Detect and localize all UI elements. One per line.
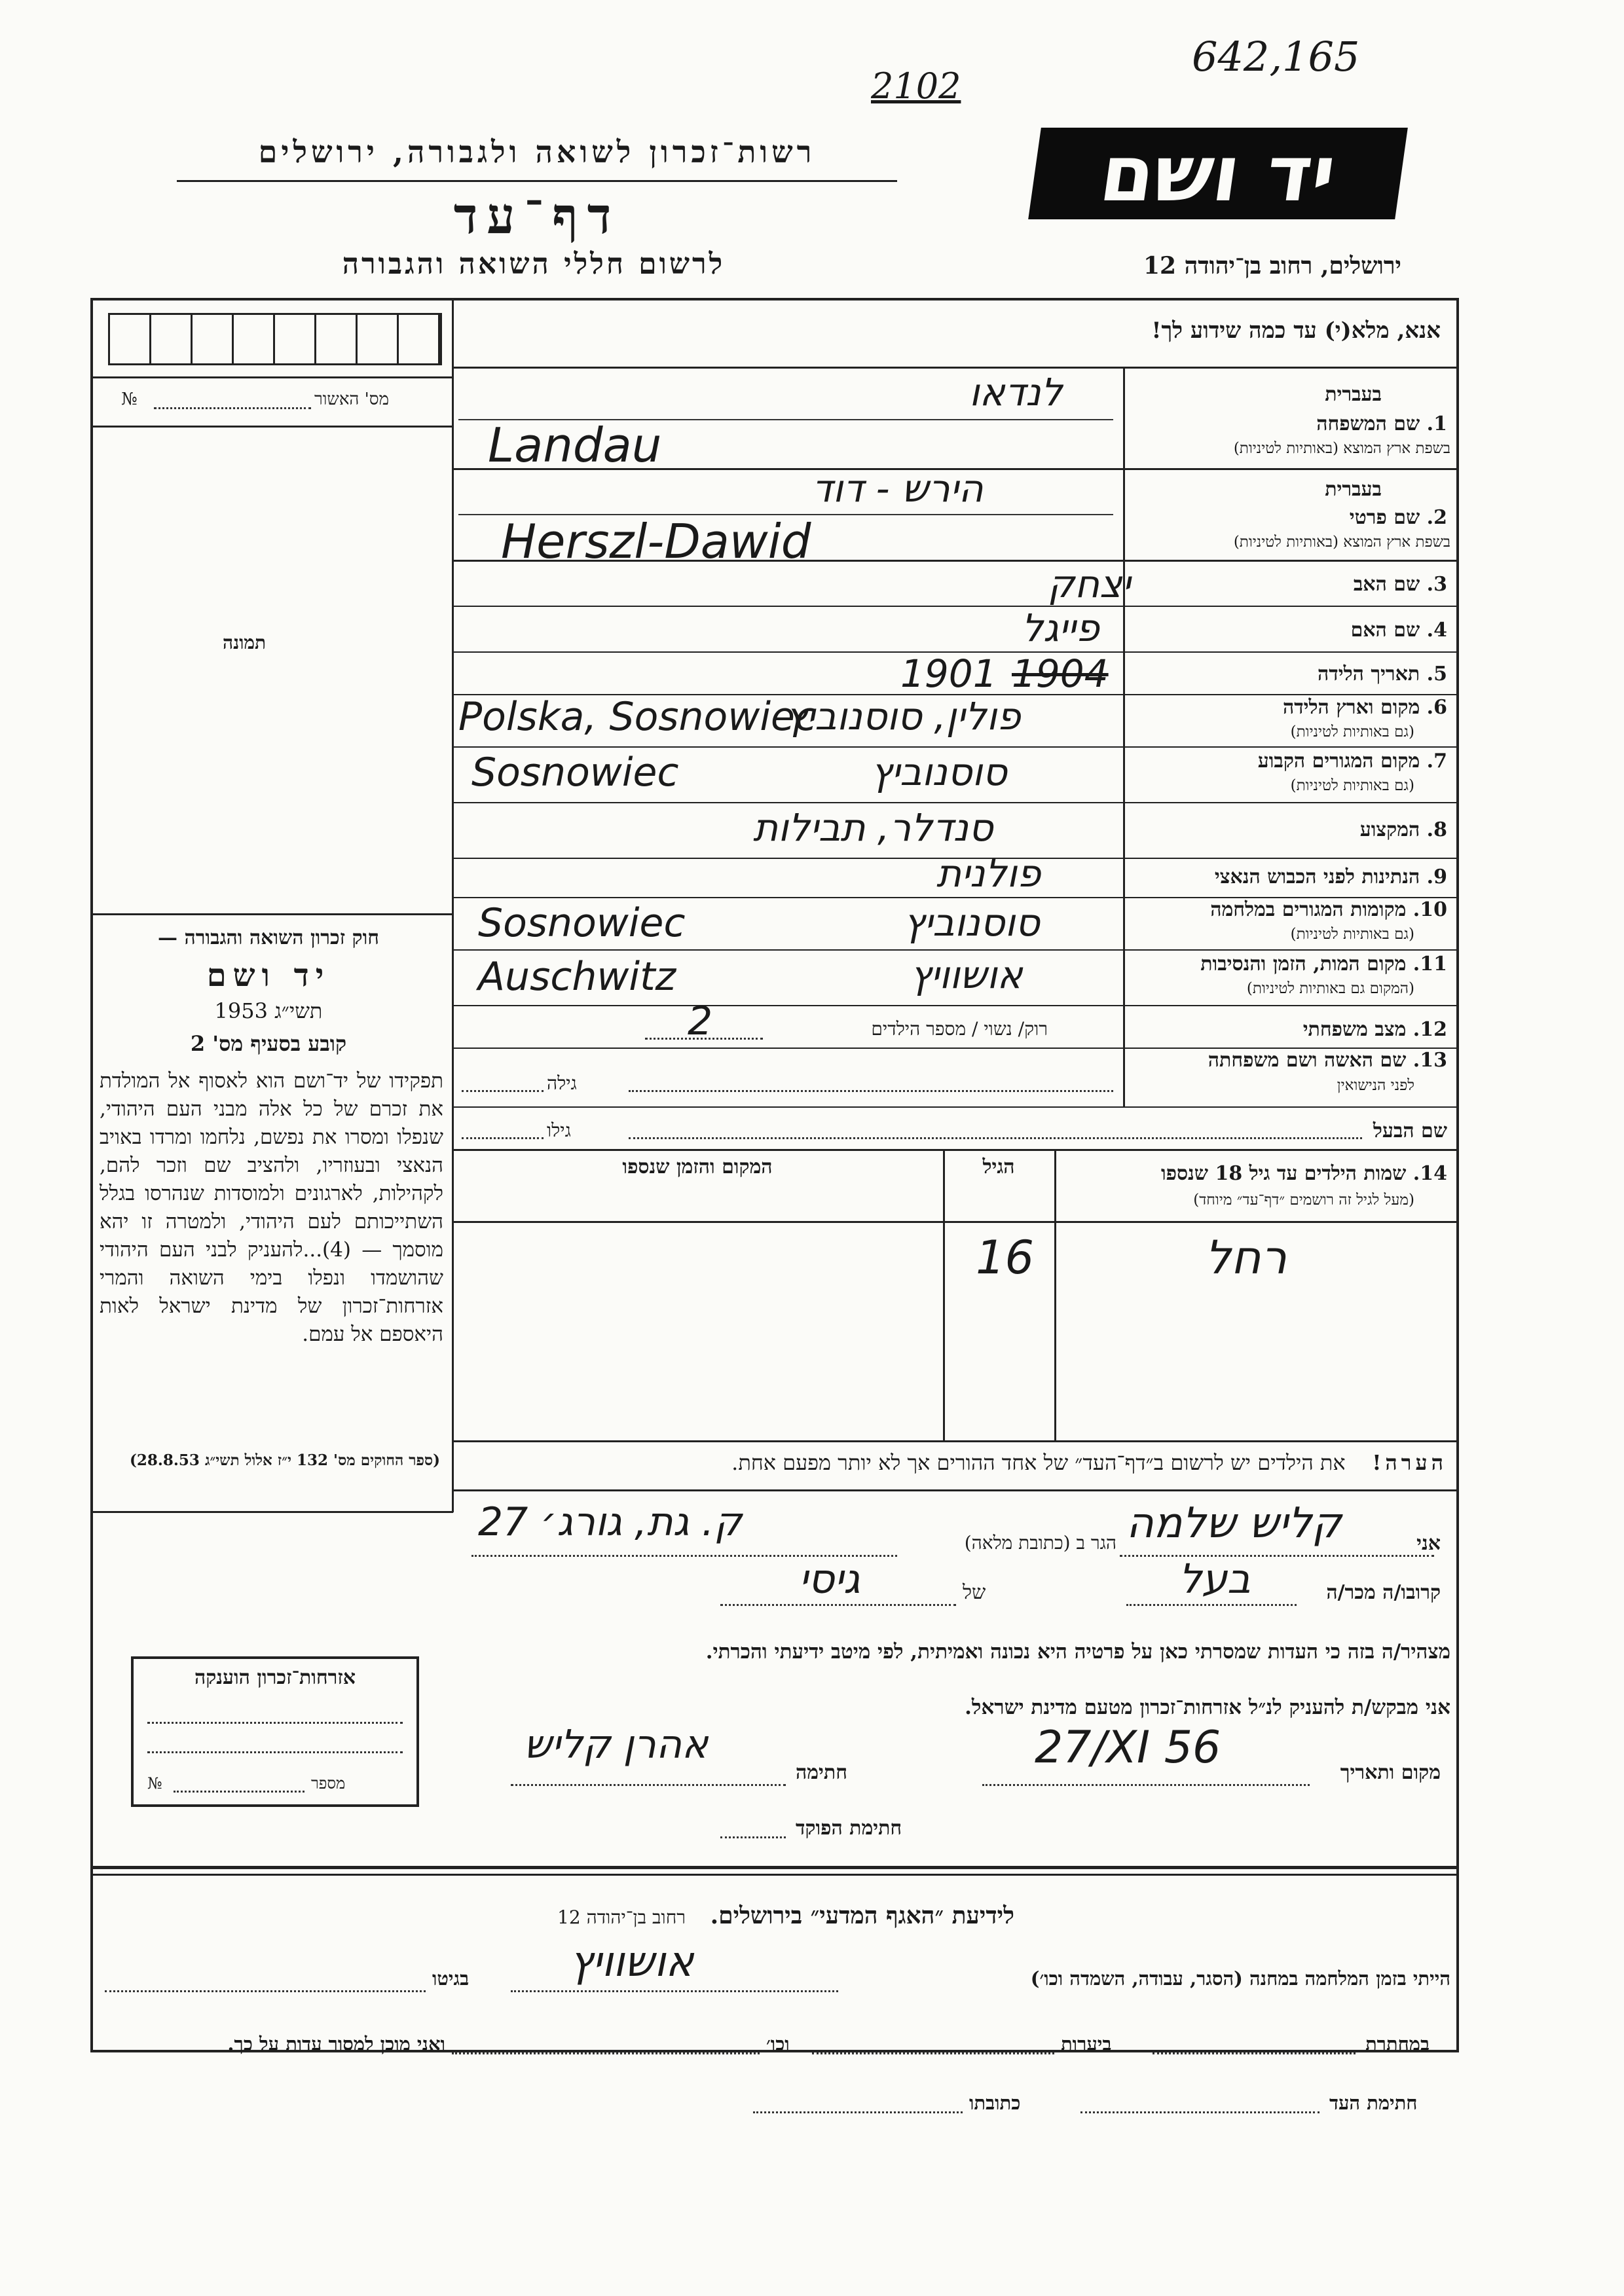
etc-label: וכו׳ <box>766 2033 790 2055</box>
field-residence-label: 7. מקום המגורים הקבוע <box>1257 750 1447 773</box>
field-residence-hint: (גם באותיות לטיניות) <box>1290 777 1414 794</box>
note-top-line <box>453 1440 1459 1442</box>
children-place-header: המקום והזמן שנספו <box>622 1156 773 1178</box>
row-line-10 <box>453 949 1459 951</box>
husband-age-dots <box>462 1137 544 1139</box>
citizenship-number-dots <box>174 1791 304 1793</box>
entry-mother: פייגל <box>1022 606 1100 650</box>
law-clause: קובע בסעיף מס' 2 <box>190 1031 347 1056</box>
field-surname-label: 1. שם המשפחה <box>1316 412 1447 435</box>
declarant-i-label: אני <box>1416 1532 1441 1555</box>
witness-sig-dots <box>1080 2111 1320 2113</box>
archive-number: 642,165 <box>1192 33 1360 81</box>
footer-title-text: לידיעת ״האגף המדעי״ בירושלים. <box>710 1902 1014 1929</box>
field-profession-label: 8. המקצוע <box>1359 818 1447 841</box>
entry-birthplace-lat: Polska, Sosnowiec <box>458 694 817 740</box>
row-line-3 <box>453 606 1459 607</box>
field-war-residence-hint: (גם באותיות לטיניות) <box>1290 926 1414 943</box>
field-birthplace-label: 6. מקום וארץ הלידה <box>1282 696 1447 719</box>
husband-age-label: גילו <box>547 1120 571 1141</box>
declaration-text: מצהיר/ה בזה כי העדות שמסרתי כאן על פרטיה היא נכונה ואמיתית, לפי מיטב ידיעתי והכרתי. <box>705 1640 1450 1664</box>
row-line-7 <box>453 802 1459 803</box>
declarant-relation-label: קרובו/ה מכר/ה <box>1326 1581 1441 1604</box>
approval-no-label: № <box>121 390 138 409</box>
hebrew-label-2: בעברית <box>1325 478 1382 501</box>
ghetto-dots <box>105 1990 426 1992</box>
field-children-sub: (מעל לגיל זה רושמים ״דף־עד״ מיוחד) <box>1193 1192 1414 1209</box>
entry-surname-lat: Landau <box>488 418 662 473</box>
declarant-of-value: גיסי <box>799 1555 860 1603</box>
citizenship-title: אזרחות־זכרון הוענקה <box>194 1666 356 1689</box>
declarant-address: ק. גת, גורג׳ 27 <box>478 1499 743 1545</box>
entry-father: יצחק <box>1048 562 1131 606</box>
citizenship-no-label: № <box>147 1774 162 1793</box>
declarant-name: קליש שלמה <box>1126 1499 1342 1548</box>
yad-vashem-logo: יד ושם <box>1028 128 1408 219</box>
photo-label: תמונה <box>223 632 267 653</box>
entry-death-lat: Auschwitz <box>478 954 676 1000</box>
entry-birthdate-struck: 1904 <box>1012 651 1109 696</box>
children-name-divider <box>1054 1149 1056 1440</box>
note-body: את הילדים יש לרשום ב״דף־העד״ של אחד ההורים אך לא יותר מפעם אחת. <box>731 1450 1346 1475</box>
row-line-11 <box>453 1005 1459 1006</box>
field-death-label: 11. מקום המות, הזמן והנסיבות <box>1200 953 1447 975</box>
children-age-divider <box>943 1149 945 1440</box>
law-title: חוק זכרון השואה והגבורה — <box>158 926 379 949</box>
entry-children-count: 2 <box>688 998 713 1044</box>
camp-dots <box>511 1990 838 1992</box>
forests-dots <box>812 2052 1054 2054</box>
sidebar-divider <box>452 298 454 1512</box>
field-given-label: 2. שם פרטי <box>1349 506 1447 529</box>
hebrew-label-1: בעברית <box>1325 383 1382 406</box>
signature-dots <box>511 1784 786 1786</box>
code-boxes <box>108 313 442 365</box>
authority-underline <box>177 180 897 182</box>
field-wife-label: 13. שם האשה ושם משפחתה <box>1208 1049 1447 1072</box>
forests-label: ביערות <box>1061 2033 1112 2055</box>
field-father-label: 3. שם האב <box>1353 573 1447 596</box>
declarant-relation-dots <box>1126 1604 1297 1606</box>
law-name: יד ושם <box>206 957 331 994</box>
row-line-6 <box>453 746 1459 748</box>
field-citizenship-label: 9. הנתינות לפני הכבוש הנאצי <box>1214 866 1447 888</box>
row-line-14 <box>453 1149 1459 1151</box>
note-bottom-line <box>453 1489 1459 1491</box>
entry-residence-lat: Sosnowiec <box>471 750 679 795</box>
footer-title <box>393 1902 1179 1929</box>
declarant-of-dots <box>720 1604 956 1606</box>
request-line <box>453 367 1459 369</box>
field-death-hint: (המקום גם באותיות לטיניות) <box>1246 980 1414 997</box>
row-line-13 <box>453 1106 1459 1108</box>
sidebar-line-2 <box>92 426 453 428</box>
footer-line1: הייתי בזמן המלחמה במחנה (הסגר, עבודה, השמדה וכו׳) <box>1030 1967 1450 1990</box>
entry-profession: סנדלר, תבילות <box>753 805 993 850</box>
declarant-relation: בעל <box>1179 1555 1251 1603</box>
children-age-header: הגיל <box>982 1156 1015 1178</box>
ghetto-label: בגיטו <box>432 1967 470 1990</box>
law-reference: (ספר החוקים מס' 132 י״ז אלול תשי״ג 28.8.53) <box>130 1451 440 1469</box>
citizenship-dots-2 <box>147 1751 403 1753</box>
etc-dots <box>452 2052 760 2054</box>
wife-name-dots <box>629 1090 1113 1092</box>
official-sig-label: חתימת הפוקד <box>796 1817 902 1840</box>
field-family-options: רוק/ נשוי / מספר הילדים <box>871 1018 1048 1040</box>
fill-request: אנא, מלא(י) עד כמה שידוע לך! <box>1151 318 1441 344</box>
witness-address-dots <box>753 2111 963 2113</box>
form-subtitle: לרשום חללי השואה והגבורה <box>342 247 726 281</box>
form-number: 2102 <box>871 65 961 107</box>
declarant-lives-label: הגר ב (כתובת מלאה) <box>964 1532 1116 1554</box>
husband-name-dots <box>629 1137 1362 1139</box>
form-title: דף־עד <box>453 187 621 245</box>
field-wife-sub: לפני הנישואין <box>1337 1077 1414 1094</box>
wife-age-dots <box>462 1090 544 1092</box>
citizenship-number-label: מספר <box>311 1774 346 1793</box>
request-text: אני מבקש/ת להעניק לנ״ל אזרחות־זכרון מטעם מדינת ישראל. <box>965 1696 1450 1719</box>
entry-war-residence-lat: Sosnowiec <box>478 900 686 946</box>
entry-given-he: הירש - דוד <box>812 466 984 511</box>
entry-war-residence-he: סוסנוביץ <box>904 900 1040 945</box>
footer-camp: אושוויץ <box>570 1938 694 1986</box>
footer-address: רחוב בן־יהודה 12 <box>557 1906 686 1928</box>
entry-surname-he: לנדאו <box>969 370 1063 414</box>
underground-label: במחתרת <box>1365 2033 1430 2055</box>
approval-label: מס' האשור <box>314 390 390 409</box>
field-birthdate-label: 5. תאריך הלידה <box>1318 663 1447 685</box>
entry-citizenship: פולנית <box>936 851 1041 896</box>
ready-label: ואני מוכן למסור עדות על כך. <box>227 2033 445 2055</box>
entry-death-he: אושוויץ <box>910 953 1023 997</box>
sidebar-line-1 <box>92 376 453 378</box>
field-family-status-label: 12. מצב משפחתי <box>1302 1018 1447 1041</box>
entry-given-lat: Herszl-Dawid <box>501 514 811 569</box>
declarant-signature: אהרן קליש <box>524 1722 709 1768</box>
declaration-date: 27/XI 56 <box>1035 1722 1221 1774</box>
entry-residence-he: סוסנוביץ <box>871 750 1007 794</box>
footer-double-line-2 <box>90 1874 1459 1876</box>
field-husband-label: שם הבעל <box>1373 1120 1447 1142</box>
place-date-label: מקום ותאריך <box>1340 1761 1441 1784</box>
wife-age-label: גילה <box>547 1072 577 1094</box>
field-mother-label: 4. שם האם <box>1350 619 1447 642</box>
entry-birthdate: 1901 <box>900 651 997 696</box>
field-given-hint: בשפת ארץ המוצא (באותיות לטיניות) <box>1233 534 1450 551</box>
label-divider <box>1123 367 1125 1106</box>
field-surname-hint: בשפת ארץ המוצא (באותיות לטיניות) <box>1233 440 1450 457</box>
note-label: הערה! <box>1372 1450 1447 1475</box>
sidebar-bottom-line <box>92 1511 453 1513</box>
field-birthplace-hint: (גם באותיות לטיניות) <box>1290 723 1414 740</box>
citizenship-dots-1 <box>147 1722 403 1724</box>
place-date-dots <box>982 1784 1310 1786</box>
sidebar-line-3 <box>92 913 453 915</box>
witness-address-label: כתובתו <box>969 2092 1021 2114</box>
footer-double-line-1 <box>90 1866 1459 1869</box>
authority-title: רשות־זכרון לשואה ולגבורה, ירושלים <box>258 134 816 170</box>
law-text: תפקידו של יד־ושם הוא לאסוף אל המולדת את זכרם של כל אלה מבני העם היהודי, שנפלו ומסרו את נפשם, נלחמו ומרדו באויב הנאצי ובעוזריו, ולהציב שם וזכר להם, לקהילות, לארגונים ולמוסדות שנהרסו בגלל השתייכותם לעם היהודי, ולמטרה זו יהא מוסמך — (4)...להעניק לבני העם היהודי שהושמדו ונפלו בימי השואה והמרי אזרחות־זכרון של מדינת ישראל לאות היאספם אל עמם. <box>100 1069 443 1346</box>
note-text <box>465 1450 1447 1475</box>
entry-child-age: 16 <box>976 1231 1035 1285</box>
entry-birthplace-he: פולין, סוסנוביץ <box>786 694 1021 738</box>
official-sig-dots <box>720 1836 786 1838</box>
approval-dots <box>154 407 311 409</box>
law-year: תשי״ג 1953 <box>214 998 323 1023</box>
witness-sig-label: חתימת העד <box>1329 2092 1418 2114</box>
entry-child-name: רחל <box>1205 1231 1287 1285</box>
signature-label: חתימה <box>796 1761 847 1784</box>
field-war-residence-label: 10. מקומות המגורים במלחמה <box>1210 898 1447 921</box>
children-header-line <box>453 1221 1459 1223</box>
declarant-of-label: של <box>963 1581 986 1604</box>
underground-dots <box>1153 2052 1356 2054</box>
address: ירושלים, רחוב בן־יהודה 12 <box>1143 252 1401 280</box>
declarant-name-dots <box>1120 1555 1434 1557</box>
field-children-label: 14. שמות הילדים עד גיל 18 שנספו <box>1160 1162 1447 1185</box>
